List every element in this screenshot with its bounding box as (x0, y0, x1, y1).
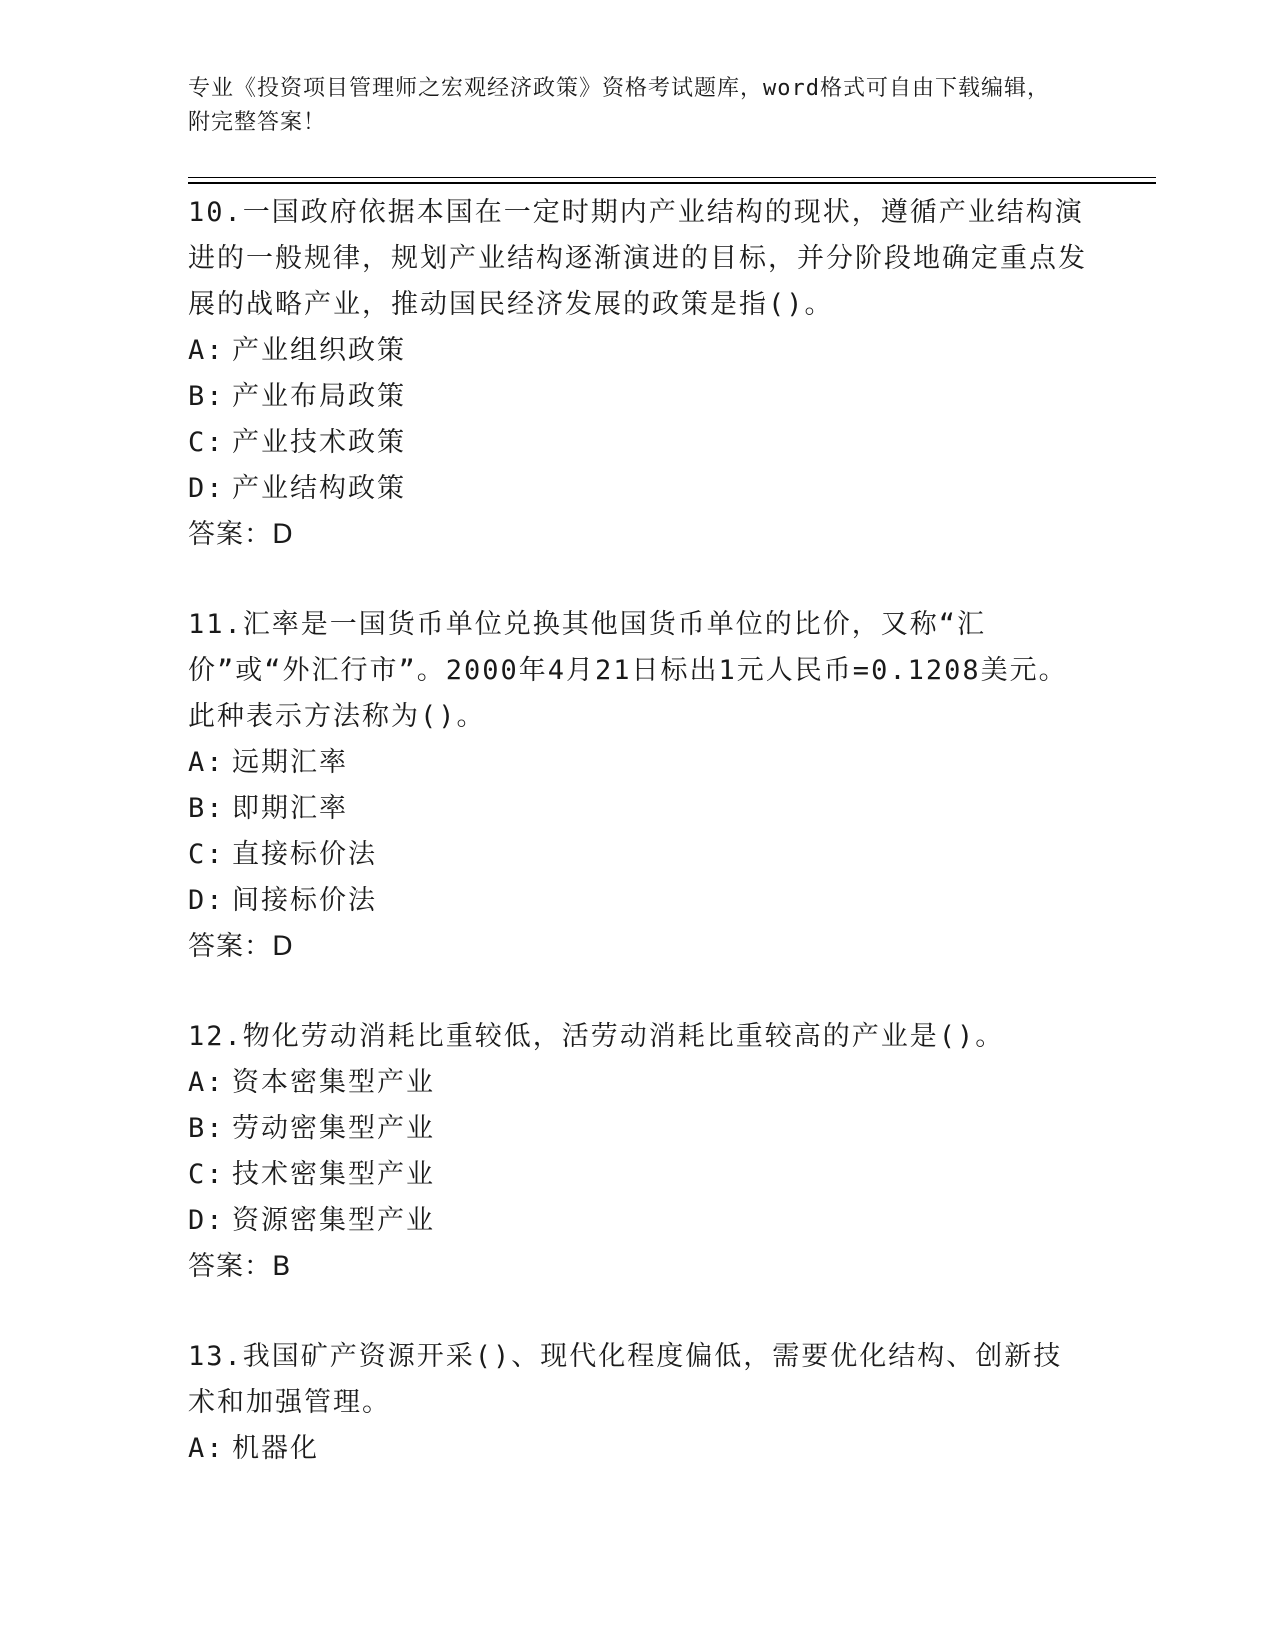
option-key: C: (188, 427, 225, 458)
option-key: C: (188, 839, 225, 870)
option-d (188, 1198, 1088, 1244)
option-text: 即期汇率 (232, 793, 348, 824)
option-key: C: (188, 1159, 225, 1190)
option-b (188, 1106, 1088, 1152)
option-key: D: (188, 1205, 225, 1236)
question-text: 13.我国矿产资源开采()、现代化程度偏低，需要优化结构、创新技术和加强管理。 (188, 1341, 1063, 1418)
option-key: A: (188, 1433, 225, 1464)
option-d (188, 466, 1088, 512)
option-text: 产业技术政策 (232, 427, 406, 458)
option-text: 直接标价法 (232, 839, 377, 870)
option-key: A: (188, 335, 225, 366)
question-text: 11.汇率是一国货币单位兑换其他国货币单位的比价，又称“汇价”或“外汇行市”。2000年4月21日标出1元人民币=0.1208美元。此种表示方法称为()。 (188, 609, 1068, 732)
option-d (188, 878, 1088, 924)
option-text: 远期汇率 (232, 747, 348, 778)
option-key: D: (188, 473, 225, 504)
question-11 (188, 602, 1088, 970)
answer-line: 答案：D (188, 519, 294, 550)
question-text: 12.物化劳动消耗比重较低，活劳动消耗比重较高的产业是()。 (188, 1021, 1005, 1052)
answer-line: 答案：B (188, 1251, 292, 1282)
option-text: 资源密集型产业 (232, 1205, 435, 1236)
answer-line: 答案：D (188, 931, 294, 962)
option-text: 产业布局政策 (232, 381, 406, 412)
question-12 (188, 1014, 1088, 1290)
option-b (188, 374, 1088, 420)
header-title: 专业《投资项目管理师之宏观经济政策》资格考试题库，word格式可自由下载编辑，附完整答案！ (188, 76, 1050, 135)
document-header (188, 72, 1068, 140)
option-text: 机器化 (232, 1433, 319, 1464)
option-key: A: (188, 1067, 225, 1098)
header-divider-thin (188, 177, 1156, 178)
option-key: B: (188, 793, 225, 824)
question-text: 10.一国政府依据本国在一定时期内产业结构的现状，遵循产业结构演进的一般规律，规划产业结构逐渐演进的目标，并分阶段地确定重点发展的战略产业，推动国民经济发展的政策是指()。 (188, 197, 1087, 320)
option-text: 产业组织政策 (232, 335, 406, 366)
option-text: 劳动密集型产业 (232, 1113, 435, 1144)
option-a (188, 1060, 1088, 1106)
option-text: 间接标价法 (232, 885, 377, 916)
question-list (188, 190, 1088, 1516)
option-key: A: (188, 747, 225, 778)
option-c (188, 1152, 1088, 1198)
option-c (188, 832, 1088, 878)
option-key: B: (188, 381, 225, 412)
option-text: 资本密集型产业 (232, 1067, 435, 1098)
option-text: 技术密集型产业 (232, 1159, 435, 1190)
option-a (188, 740, 1088, 786)
option-a (188, 1426, 1088, 1472)
option-c (188, 420, 1088, 466)
header-divider-thick (188, 182, 1156, 184)
option-a (188, 328, 1088, 374)
option-key: B: (188, 1113, 225, 1144)
option-text: 产业结构政策 (232, 473, 406, 504)
option-b (188, 786, 1088, 832)
question-13 (188, 1334, 1088, 1472)
option-key: D: (188, 885, 225, 916)
question-10 (188, 190, 1088, 558)
